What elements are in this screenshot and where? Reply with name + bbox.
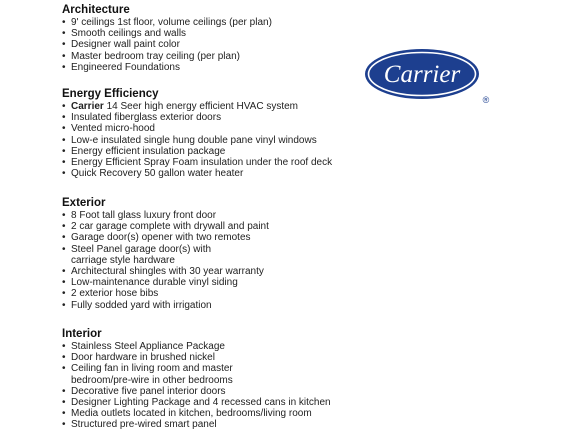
item-text: Engineered Foundations bbox=[71, 61, 180, 73]
item-text: Insulated fiberglass exterior doors bbox=[71, 112, 222, 124]
bullet-icon: • bbox=[62, 419, 66, 431]
list-item bbox=[62, 135, 332, 146]
bullet-icon: • bbox=[62, 157, 66, 169]
list-item bbox=[62, 221, 269, 232]
item-text-continued: bedroom/pre-wire in other bedrooms bbox=[71, 374, 233, 386]
item-text: Energy efficient insulation package bbox=[71, 145, 226, 157]
bullet-icon: • bbox=[62, 277, 66, 289]
list-item bbox=[62, 266, 269, 277]
list-item bbox=[62, 363, 331, 385]
list-item bbox=[62, 112, 332, 123]
item-text: Low-maintenance durable vinyl siding bbox=[71, 277, 238, 289]
item-text: Energy Efficient Spray Foam insulation under the roof deck bbox=[71, 157, 333, 169]
list-item bbox=[62, 146, 332, 157]
item-text: Low-e insulated single hung double pane vinyl windows bbox=[71, 134, 317, 146]
item-text: 2 car garage complete with drywall and paint bbox=[71, 221, 269, 233]
bullet-icon: • bbox=[62, 210, 66, 221]
brand-name: Carrier bbox=[71, 101, 104, 112]
list-item bbox=[62, 101, 332, 112]
registered-mark: ® bbox=[482, 95, 490, 105]
item-text: Ceiling fan in living room and master bbox=[71, 363, 233, 375]
item-text: Designer Lighting Package and 4 recessed cans in kitchen bbox=[71, 397, 331, 409]
list-item bbox=[62, 39, 272, 50]
list-item bbox=[62, 232, 269, 243]
bullet-icon: • bbox=[62, 341, 66, 352]
list-item bbox=[62, 341, 331, 352]
bullet-icon: • bbox=[62, 61, 66, 73]
item-text: 14 Seer high energy efficient HVAC system bbox=[103, 101, 298, 112]
list-item bbox=[62, 352, 331, 363]
bullet-icon: • bbox=[62, 232, 66, 244]
item-text: 8 Foot tall glass luxury front door bbox=[71, 210, 217, 221]
bullet-icon: • bbox=[62, 28, 66, 40]
item-text: Steel Panel garage door(s) with bbox=[71, 243, 212, 255]
carrier-logo bbox=[362, 47, 492, 105]
feature-list bbox=[62, 210, 269, 311]
list-item bbox=[62, 288, 269, 299]
item-text: Master bedroom tray ceiling (per plan) bbox=[71, 50, 240, 62]
list-item bbox=[62, 300, 269, 311]
item-text: Quick Recovery 50 gallon water heater bbox=[71, 168, 244, 180]
item-text: Garage door(s) opener with two remotes bbox=[71, 232, 251, 244]
bullet-icon: • bbox=[62, 299, 66, 311]
list-item bbox=[62, 277, 269, 288]
list-item bbox=[62, 210, 269, 221]
section-energy-efficiency bbox=[62, 87, 332, 179]
section-title: Exterior bbox=[62, 197, 106, 209]
logo-wordmark: Carrier bbox=[383, 61, 461, 88]
item-text: Architectural shingles with 30 year warranty bbox=[71, 266, 264, 278]
item-text: Media outlets located in kitchen, bedrooms/living room bbox=[71, 408, 312, 420]
item-text-continued: carriage style hardware bbox=[71, 254, 175, 266]
item-text: Door hardware in brushed nickel bbox=[71, 352, 215, 364]
bullet-icon: • bbox=[62, 39, 66, 51]
item-text: 2 exterior hose bibs bbox=[71, 288, 159, 300]
list-item bbox=[62, 157, 332, 168]
list-item bbox=[62, 419, 331, 430]
bullet-icon: • bbox=[62, 17, 66, 28]
section-exterior bbox=[62, 196, 269, 311]
bullet-icon: • bbox=[62, 408, 66, 420]
item-text: Decorative five panel interior doors bbox=[71, 385, 226, 397]
bullet-icon: • bbox=[62, 352, 66, 364]
item-text: Structured pre-wired smart panel bbox=[71, 419, 217, 431]
bullet-icon: • bbox=[62, 243, 66, 255]
list-item bbox=[62, 28, 272, 39]
bullet-icon: • bbox=[62, 101, 66, 112]
list-item bbox=[62, 244, 269, 266]
section-title: Architecture bbox=[62, 4, 130, 16]
section-architecture bbox=[62, 3, 272, 73]
feature-list bbox=[62, 101, 332, 179]
list-item bbox=[62, 51, 272, 62]
section-interior bbox=[62, 327, 331, 431]
bullet-icon: • bbox=[62, 266, 66, 278]
bullet-icon: • bbox=[62, 145, 66, 157]
section-title: Energy Efficiency bbox=[62, 88, 159, 100]
list-item bbox=[62, 386, 331, 397]
feature-list bbox=[62, 17, 272, 73]
item-text: Smooth ceilings and walls bbox=[71, 28, 187, 40]
bullet-icon: • bbox=[62, 385, 66, 397]
list-item bbox=[62, 123, 332, 134]
list-item bbox=[62, 62, 272, 73]
item-text: 9' ceilings 1st floor, volume ceilings (per plan) bbox=[71, 17, 272, 28]
bullet-icon: • bbox=[62, 288, 66, 300]
feature-list bbox=[62, 341, 331, 431]
bullet-icon: • bbox=[62, 134, 66, 146]
section-title: Interior bbox=[62, 328, 102, 340]
bullet-icon: • bbox=[62, 168, 66, 180]
item-text: Designer wall paint color bbox=[71, 39, 180, 51]
bullet-icon: • bbox=[62, 397, 66, 409]
item-text: Fully sodded yard with irrigation bbox=[71, 299, 212, 311]
list-item bbox=[62, 397, 331, 408]
list-item bbox=[62, 17, 272, 28]
bullet-icon: • bbox=[62, 112, 66, 124]
bullet-icon: • bbox=[62, 363, 66, 375]
list-item bbox=[62, 168, 332, 179]
item-text: Stainless Steel Appliance Package bbox=[71, 341, 225, 352]
bullet-icon: • bbox=[62, 50, 66, 62]
list-item bbox=[62, 408, 331, 419]
bullet-icon: • bbox=[62, 123, 66, 135]
bullet-icon: • bbox=[62, 221, 66, 233]
item-text: Vented micro-hood bbox=[71, 123, 155, 135]
